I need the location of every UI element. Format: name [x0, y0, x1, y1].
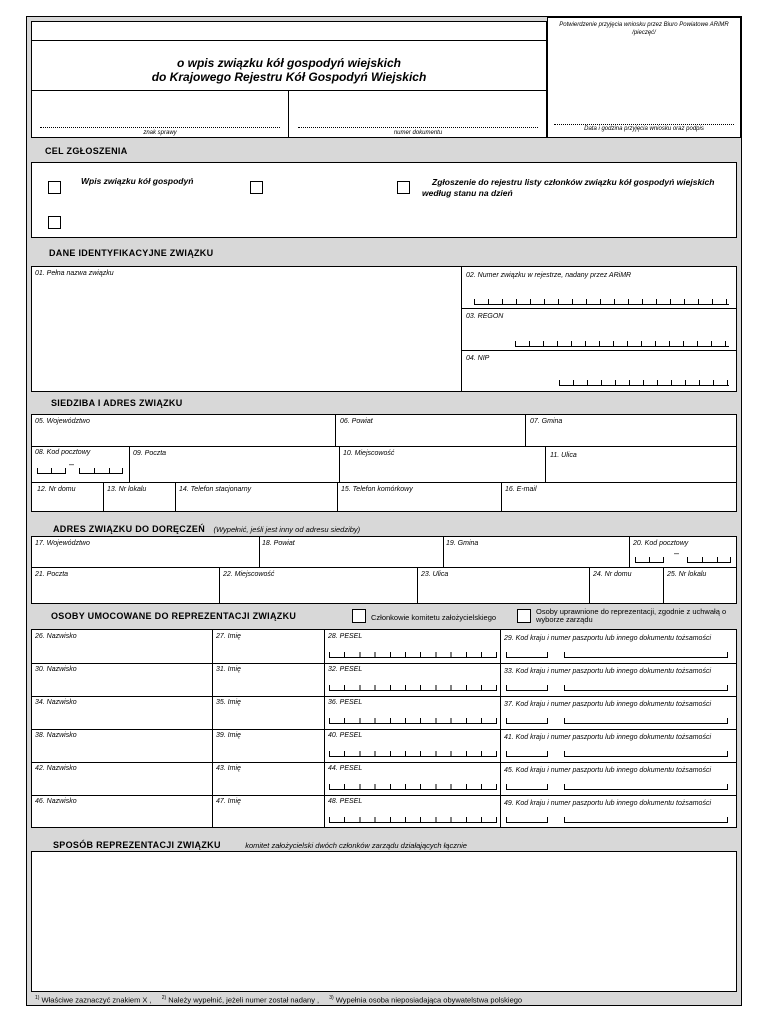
person-4-passport-number[interactable]: [564, 751, 728, 757]
person-1-surname-label: 26. Nazwisko: [35, 633, 77, 640]
field-16-label: 16. E-mail: [505, 486, 537, 493]
delivery-heading: ADRES ZWIĄZKU DO DORĘCZEŃ: [53, 524, 205, 534]
footnote-1: Właściwe zaznaczyć znakiem X ,: [41, 995, 152, 1005]
person-3-pesel-input[interactable]: [329, 718, 497, 724]
person-6-surname-label: 46. Nazwisko: [35, 798, 77, 805]
field-17-label: 17. Województwo: [35, 540, 90, 547]
person-2-pesel-input[interactable]: [329, 685, 497, 691]
person-1-passport-label: 29. Kod kraju i numer paszportu lub innego dokumentu tożsamości: [504, 635, 712, 642]
person-6-pesel-label: 48. PESEL: [328, 798, 363, 805]
field-04-label: 04. NIP: [466, 355, 490, 362]
checkbox-members-list[interactable]: [397, 181, 410, 194]
footnote-2: Należy wypełnić, jeżeli numer został nadany ,: [168, 995, 320, 1005]
field-18-label: 18. Powiat: [262, 540, 295, 547]
field-14-label: 14. Telefon stacjonarny: [179, 486, 252, 493]
option-entry-union: Wpis związku kół gospodyń: [81, 176, 194, 186]
person-4-pesel-label: 40. PESEL: [328, 732, 363, 739]
person-4-pesel-input[interactable]: [329, 751, 497, 757]
person-6-passport-label: 49. Kod kraju i numer paszportu lub innego dokumentu tożsamości: [504, 800, 712, 807]
form-title: [32, 56, 546, 84]
document-number-label: numer dokumentu: [393, 130, 443, 136]
person-3-name-label: 35. Imię: [216, 699, 241, 706]
field-01-label: 01. Pełna nazwa związku: [35, 270, 114, 277]
field-25-label: 25. Nr lokalu: [667, 571, 707, 578]
option-committee-members: Członkowie komitetu założycielskiego: [371, 613, 497, 622]
person-1-pesel-input[interactable]: [329, 652, 497, 658]
persons-table: [31, 629, 737, 828]
checkbox-option-4[interactable]: [48, 216, 61, 229]
field-05-label: 05. Województwo: [35, 418, 90, 425]
application-form: [26, 16, 742, 1006]
footnotes: [35, 995, 522, 1005]
footnote-3-mark: 3): [329, 995, 334, 1001]
title-line-2: do Krajowego Rejestru Kół Gospodyń Wiejskich: [151, 70, 427, 84]
person-4-passport-label: 41. Kod kraju i numer paszportu lub innego dokumentu tożsamości: [504, 734, 712, 741]
field-20-label: 20. Kod pocztowy: [633, 540, 689, 547]
person-3-pesel-label: 36. PESEL: [328, 699, 363, 706]
stamp-box: [547, 17, 741, 138]
purpose-box: [31, 162, 737, 238]
person-5-pesel-label: 44. PESEL: [328, 765, 363, 772]
person-2-surname-label: 30. Nazwisko: [35, 666, 77, 673]
field-09-label: 09. Poczta: [133, 450, 167, 457]
person-2-passport-number[interactable]: [564, 685, 728, 691]
person-3-passport-label: 37. Kod kraju i numer paszportu lub innego dokumentu tożsamości: [504, 701, 712, 708]
seat-heading: SIEDZIBA I ADRES ZWIĄZKU: [51, 398, 183, 408]
person-5-pesel-input[interactable]: [329, 784, 497, 790]
field-03-label: 03. REGON: [466, 313, 504, 320]
person-2-pesel-label: 32. PESEL: [328, 666, 363, 673]
checkbox-committee-members[interactable]: [352, 609, 366, 623]
person-3-surname-label: 34. Nazwisko: [35, 699, 77, 706]
representation-heading: SPOSÓB REPREZENTACJI ZWIĄZKU: [53, 840, 221, 850]
person-2-name-label: 31. Imię: [216, 666, 241, 673]
person-1-name-label: 27. Imię: [216, 633, 241, 640]
field-10-label: 10. Miejscowość: [343, 450, 395, 457]
person-5-country-code[interactable]: [506, 784, 548, 790]
field-03-input[interactable]: [515, 341, 729, 347]
person-1-country-code[interactable]: [506, 652, 548, 658]
identification-heading: DANE IDENTYFIKACYJNE ZWIĄZKU: [49, 248, 214, 258]
field-21-label: 21. Poczta: [35, 571, 69, 578]
footnote-2-mark: 2): [161, 995, 167, 1001]
checkbox-option-2[interactable]: [250, 181, 263, 194]
representation-note: komitet założycielski dwóch członków zarządu działających łącznie: [245, 841, 467, 850]
field-15-label: 15. Telefon komórkowy: [341, 486, 413, 493]
field-04-input[interactable]: [559, 380, 729, 386]
field-11-label: 11. Ulica: [550, 452, 577, 459]
person-6-pesel-input[interactable]: [329, 817, 497, 823]
stamp-label: Potwierdzenie przyjęcia wniosku przez Biuro Powiatowe ARiMR /pieczęć/: [559, 22, 729, 36]
date-label: Data i godzina przyjęcia wniosku oraz podpis: [584, 126, 704, 132]
case-sign-label: znak sprawy: [143, 130, 177, 136]
footnote-1-mark: 1): [35, 995, 40, 1001]
field-12-label: 12. Nr domu: [37, 486, 76, 493]
identification-box: [31, 266, 737, 392]
delivery-postal-part1[interactable]: [635, 557, 664, 563]
postal-code-dash: –: [69, 459, 75, 469]
option-board-members: Osoby uprawnione do reprezentacji, zgodnie z uchwałą o wyborze zarządu: [536, 607, 727, 624]
title-line-1: o wpis związku kół gospodyń wiejskich: [176, 56, 402, 70]
person-3-passport-number[interactable]: [564, 718, 728, 724]
person-6-passport-number[interactable]: [564, 817, 728, 823]
field-23-label: 23. Ulica: [421, 571, 449, 578]
delivery-box: [31, 536, 737, 604]
person-4-name-label: 39. Imię: [216, 732, 241, 739]
person-6-name-label: 47. Imię: [216, 798, 241, 805]
person-5-passport-number[interactable]: [564, 784, 728, 790]
field-02-label: 02. Numer związku w rejestrze, nadany przez ARiMR: [466, 272, 632, 279]
header-box: [31, 21, 547, 138]
postal-code-part2[interactable]: [79, 468, 123, 474]
person-5-passport-label: 45. Kod kraju i numer paszportu lub innego dokumentu tożsamości: [504, 767, 712, 774]
postal-code-part1[interactable]: [37, 468, 66, 474]
footnote-3: Wypełnia osoba nieposiadająca obywatelstwa polskiego: [335, 995, 523, 1005]
persons-heading: OSOBY UMOCOWANE DO REPREZENTACJI ZWIĄZKU: [51, 611, 297, 621]
representation-box[interactable]: [31, 851, 737, 992]
person-4-surname-label: 38. Nazwisko: [35, 732, 77, 739]
person-4-country-code[interactable]: [506, 751, 548, 757]
person-1-pesel-label: 28. PESEL: [328, 633, 363, 640]
checkbox-entry-union[interactable]: [48, 181, 61, 194]
checkbox-board-members[interactable]: [517, 609, 531, 623]
person-2-passport-label: 33. Kod kraju i numer paszportu lub innego dokumentu tożsamości: [504, 668, 712, 675]
person-5-name-label: 43. Imię: [216, 765, 241, 772]
field-22-label: 22. Miejscowość: [223, 571, 275, 578]
delivery-postal-part2[interactable]: [687, 557, 731, 563]
field-02-input[interactable]: [474, 299, 729, 305]
person-1-passport-number[interactable]: [564, 652, 728, 658]
field-06-label: 06. Powiat: [340, 418, 373, 425]
field-07-label: 07. Gmina: [530, 418, 563, 425]
person-6-country-code[interactable]: [506, 817, 548, 823]
purpose-heading: CEL ZGŁOSZENIA: [45, 146, 128, 156]
field-24-label: 24. Nr domu: [593, 571, 632, 578]
delivery-note: (Wypełnić, jeśli jest inny od adresu siedziby): [213, 525, 361, 534]
option-members-list: Zgłoszenie do rejestru listy członków związku kół gospodyń wiejskich według stanu na dzień: [422, 177, 715, 198]
person-5-surname-label: 42. Nazwisko: [35, 765, 77, 772]
field-08-label: 08. Kod pocztowy: [35, 449, 91, 456]
person-3-country-code[interactable]: [506, 718, 548, 724]
person-2-country-code[interactable]: [506, 685, 548, 691]
field-19-label: 19. Gmina: [446, 540, 479, 547]
delivery-heading-row: [53, 519, 360, 537]
delivery-postal-dash: –: [674, 548, 680, 558]
seat-box: [31, 414, 737, 512]
field-13-label: 13. Nr lokalu: [107, 486, 147, 493]
